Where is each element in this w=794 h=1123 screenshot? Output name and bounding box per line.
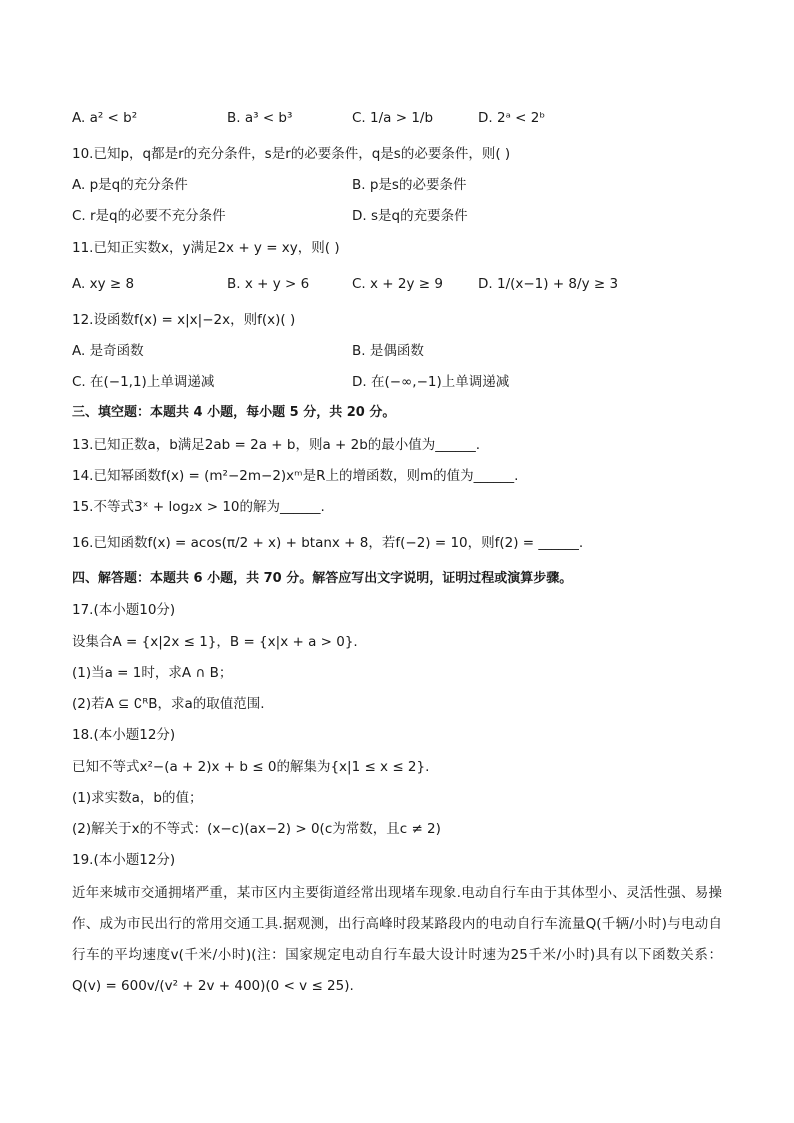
- q18-line: (1)求实数a，b的值；: [72, 790, 203, 806]
- q12-option-b: B. 是偶函数: [352, 343, 424, 359]
- section-4-heading: 四、解答题：本题共 6 小题，共 70 分。解答应写出文字说明，证明过程或演算步骤。: [72, 571, 573, 586]
- q18-line: 已知不等式x²−(a + 2)x + b ≤ 0的解集为{x|1 ≤ x ≤ 2}.: [72, 759, 430, 775]
- q12-option-c: C. 在(−1,1)上单调递减: [72, 374, 215, 390]
- q11-option-d: D. 1/(x−1) + 8/y ≥ 3: [478, 276, 619, 292]
- q10-option-d: D. s是q的充要条件: [352, 208, 468, 224]
- q12-stem: 12.设函数f(x) = x|x|−2x，则f(x)( ): [72, 312, 296, 328]
- q11-stem: 11.已知正实数x，y满足2x + y = xy，则( ): [72, 240, 340, 256]
- q13: 13.已知正数a，b满足2ab = 2a + b，则a + 2b的最小值为______.: [72, 437, 481, 453]
- section-3-heading: 三、填空题：本题共 4 小题，每小题 5 分，共 20 分。: [72, 405, 396, 420]
- q15: 15.不等式3ˣ + log₂x > 10的解为______.: [72, 499, 325, 515]
- q17-line: (1)当a = 1时，求A ∩ B；: [72, 665, 233, 681]
- q19-paragraph: 近年来城市交通拥堵严重，某市区内主要街道经常出现堵车现象.电动自行车由于其体型小、灵活性强、易操作、成为市民出行的常用交通工具.据观测，出行高峰时段某路段内的电动自行车流量Q(千辆/小时)与电动自行车的平均速度v(千米/小时)(注：国家规定电动自行车最大设计时速为25千米/小时)具有以下函数关系：Q(v) = 600v/(v² + 2v + 400)(0 < v ≤ 25).: [72, 885, 722, 994]
- q9-option-c: C. 1/a > 1/b: [352, 110, 434, 126]
- q18-head: 18.(本小题12分): [72, 727, 176, 743]
- q19-head: 19.(本小题12分): [72, 852, 176, 868]
- q14: 14.已知幂函数f(x) = (m²−2m−2)xᵐ是R上的增函数，则m的值为______.: [72, 468, 519, 484]
- q10-option-b: B. p是s的必要条件: [352, 177, 467, 193]
- q9-option-a: A. a² < b²: [72, 110, 138, 126]
- q11-option-c: C. x + 2y ≥ 9: [352, 276, 443, 292]
- q10-stem: 10.已知p，q都是r的充分条件，s是r的必要条件，q是s的必要条件，则( ): [72, 146, 511, 162]
- q17-line: 设集合A = {x|2x ≤ 1}，B = {x|x + a > 0}.: [72, 634, 358, 650]
- q11-option-b: B. x + y > 6: [227, 276, 310, 292]
- q18-line: (2)解关于x的不等式：(x−c)(ax−2) > 0(c为常数，且c ≠ 2): [72, 821, 441, 837]
- q9-option-b: B. a³ < b³: [227, 110, 293, 126]
- q17-line: (2)若A ⊆ ∁ᴿB，求a的取值范围.: [72, 696, 265, 712]
- q10-option-a: A. p是q的充分条件: [72, 177, 188, 193]
- q11-option-a: A. xy ≥ 8: [72, 276, 135, 292]
- q12-option-d: D. 在(−∞,−1)上单调递减: [352, 374, 510, 390]
- q10-option-c: C. r是q的必要不充分条件: [72, 208, 226, 224]
- q12-option-a: A. 是奇函数: [72, 343, 144, 359]
- q9-option-d: D. 2ᵃ < 2ᵇ: [478, 110, 546, 126]
- q17-head: 17.(本小题10分): [72, 602, 176, 618]
- q16: 16.已知函数f(x) = acos(π/2 + x) + btanx + 8，若f(−2) = 10，则f(2) = ______.: [72, 535, 584, 551]
